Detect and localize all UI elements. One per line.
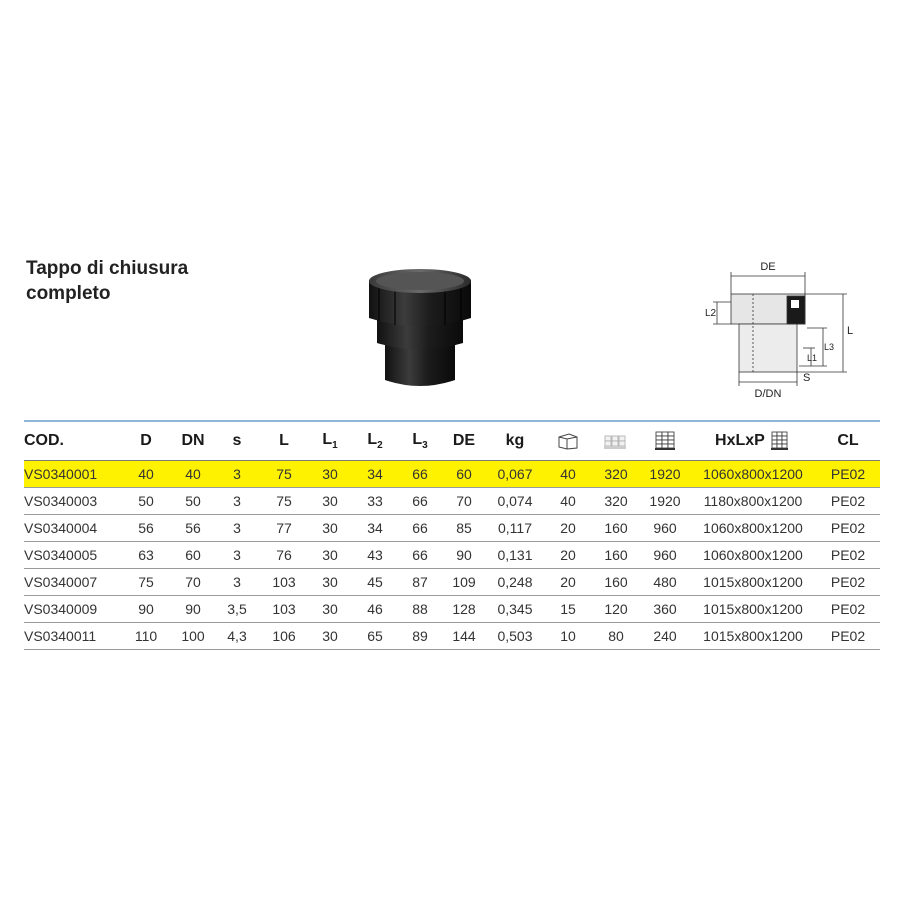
cell-s: 3	[214, 515, 260, 542]
header-hxlxp: HxLxP	[690, 421, 816, 461]
product-photo	[355, 268, 485, 393]
cell-s: 3	[214, 488, 260, 515]
cell-cl: PE02	[816, 623, 880, 650]
cell-d: 75	[120, 569, 172, 596]
cell-cl: PE02	[816, 515, 880, 542]
cell-d: 50	[120, 488, 172, 515]
product-title-line1: Tappo di chiusura	[26, 258, 189, 279]
diagram-label-l1: L1	[807, 353, 818, 363]
cell-dn: 90	[172, 596, 214, 623]
cell-dn: 60	[172, 542, 214, 569]
cell-cod: VS0340004	[24, 515, 120, 542]
cell-l2: 43	[352, 542, 398, 569]
pallet-stack-icon	[653, 431, 677, 451]
cell-cl: PE02	[816, 488, 880, 515]
cell-layer: 120	[592, 596, 640, 623]
table-header-row	[24, 421, 880, 461]
cell-l2: 46	[352, 596, 398, 623]
header-d: D	[140, 432, 152, 449]
header-cl: CL	[837, 432, 859, 449]
table-body	[24, 461, 880, 650]
cell-d: 63	[120, 542, 172, 569]
cell-cl: PE02	[816, 461, 880, 488]
header-l3: $L_3$	[412, 431, 428, 451]
cell-cl: PE02	[816, 569, 880, 596]
cell-layer: 160	[592, 515, 640, 542]
cell-dn: 100	[172, 623, 214, 650]
header-l: L	[279, 432, 289, 449]
cell-dn: 56	[172, 515, 214, 542]
cell-layer: 80	[592, 623, 640, 650]
spec-table	[24, 420, 880, 650]
cell-cod: VS0340001	[24, 461, 120, 488]
pallet-dimensions-icon	[769, 431, 791, 451]
cell-cod: VS0340007	[24, 569, 120, 596]
cell-kg: 0,074	[486, 488, 544, 515]
cell-s: 3	[214, 461, 260, 488]
cell-cod: VS0340009	[24, 596, 120, 623]
cell-l: 75	[260, 488, 308, 515]
cell-pallet: 360	[640, 596, 690, 623]
diagram-label-l: L	[847, 325, 854, 337]
cell-l: 76	[260, 542, 308, 569]
cell-l1: 30	[308, 569, 352, 596]
cell-cod: VS0340003	[24, 488, 120, 515]
cell-kg: 0,503	[486, 623, 544, 650]
cell-l3: 87	[398, 569, 442, 596]
cell-d: 56	[120, 515, 172, 542]
header-layer	[592, 421, 640, 461]
cell-box: 15	[544, 596, 592, 623]
cell-l2: 33	[352, 488, 398, 515]
header-l1: $L_1$	[322, 431, 338, 451]
cell-pallet: 1920	[640, 461, 690, 488]
cell-pallet: 480	[640, 569, 690, 596]
cell-l3: 66	[398, 488, 442, 515]
cell-dn: 70	[172, 569, 214, 596]
cell-cod: VS0340011	[24, 623, 120, 650]
table-row	[24, 542, 880, 569]
diagram-label-d-dn: D/DN	[754, 388, 782, 400]
cell-l1: 30	[308, 623, 352, 650]
cell-layer: 320	[592, 488, 640, 515]
cell-l1: 30	[308, 542, 352, 569]
cell-dims: 1060x800x1200	[690, 542, 816, 569]
diagram-label-l3: L3	[824, 342, 835, 352]
cell-layer: 160	[592, 569, 640, 596]
header-dn: DN	[181, 432, 205, 449]
cell-pallet: 960	[640, 542, 690, 569]
cell-pallet: 960	[640, 515, 690, 542]
header-cod: COD.	[24, 432, 64, 449]
table-row	[24, 461, 880, 488]
cell-s: 3	[214, 542, 260, 569]
header-kg: kg	[505, 432, 525, 449]
cell-dims: 1180x800x1200	[690, 488, 816, 515]
cell-d: 90	[120, 596, 172, 623]
cell-dims: 1060x800x1200	[690, 515, 816, 542]
cell-de: 90	[442, 542, 486, 569]
cell-cl: PE02	[816, 596, 880, 623]
product-title	[26, 256, 188, 306]
cell-kg: 0,131	[486, 542, 544, 569]
header-l2: $L_2$	[367, 431, 383, 451]
cell-kg: 0,117	[486, 515, 544, 542]
cell-box: 20	[544, 542, 592, 569]
cell-cl: PE02	[816, 542, 880, 569]
table-row	[24, 623, 880, 650]
cell-cod: VS0340005	[24, 542, 120, 569]
cell-box: 20	[544, 515, 592, 542]
cell-dims: 1060x800x1200	[690, 461, 816, 488]
cell-de: 85	[442, 515, 486, 542]
cell-box: 10	[544, 623, 592, 650]
table-row	[24, 569, 880, 596]
cell-dims: 1015x800x1200	[690, 596, 816, 623]
table-row	[24, 596, 880, 623]
cell-l1: 30	[308, 515, 352, 542]
cell-l3: 89	[398, 623, 442, 650]
pallet-layer-icon	[603, 432, 629, 450]
cell-box: 40	[544, 488, 592, 515]
cell-dn: 40	[172, 461, 214, 488]
cell-l2: 65	[352, 623, 398, 650]
cell-pallet: 1920	[640, 488, 690, 515]
diagram-label-l2: L2	[705, 308, 717, 319]
cell-l1: 30	[308, 461, 352, 488]
header-de: DE	[452, 432, 476, 449]
cell-l: 106	[260, 623, 308, 650]
table-row	[24, 488, 880, 515]
cell-de: 144	[442, 623, 486, 650]
cell-l3: 66	[398, 515, 442, 542]
table-row	[24, 515, 880, 542]
cell-de: 128	[442, 596, 486, 623]
cell-box: 40	[544, 461, 592, 488]
diagram-label-s: S	[803, 372, 811, 384]
cell-s: 3,5	[214, 596, 260, 623]
cell-l3: 88	[398, 596, 442, 623]
cell-de: 70	[442, 488, 486, 515]
cell-l1: 30	[308, 596, 352, 623]
cell-layer: 160	[592, 542, 640, 569]
cell-kg: 0,345	[486, 596, 544, 623]
technical-drawing	[695, 258, 865, 403]
cell-kg: 0,067	[486, 461, 544, 488]
diagram-label-de: DE	[760, 261, 776, 273]
cell-l: 77	[260, 515, 308, 542]
cell-l3: 66	[398, 542, 442, 569]
cell-d: 110	[120, 623, 172, 650]
cell-layer: 320	[592, 461, 640, 488]
header-box	[544, 421, 592, 461]
cell-l2: 34	[352, 515, 398, 542]
cell-box: 20	[544, 569, 592, 596]
product-title-line2: completo	[26, 283, 111, 304]
cell-de: 109	[442, 569, 486, 596]
cell-l2: 34	[352, 461, 398, 488]
box-icon	[557, 432, 579, 450]
cell-l: 103	[260, 596, 308, 623]
header-s: s	[232, 432, 242, 449]
cell-l1: 30	[308, 488, 352, 515]
cell-dn: 50	[172, 488, 214, 515]
cell-l2: 45	[352, 569, 398, 596]
cell-l: 103	[260, 569, 308, 596]
cell-s: 3	[214, 569, 260, 596]
cell-l: 75	[260, 461, 308, 488]
cell-dims: 1015x800x1200	[690, 569, 816, 596]
cell-de: 60	[442, 461, 486, 488]
cell-pallet: 240	[640, 623, 690, 650]
cell-d: 40	[120, 461, 172, 488]
spec-table-wrapper	[24, 420, 880, 650]
cell-l3: 66	[398, 461, 442, 488]
cell-dims: 1015x800x1200	[690, 623, 816, 650]
header-pallet	[640, 421, 690, 461]
cell-kg: 0,248	[486, 569, 544, 596]
cell-s: 4,3	[214, 623, 260, 650]
